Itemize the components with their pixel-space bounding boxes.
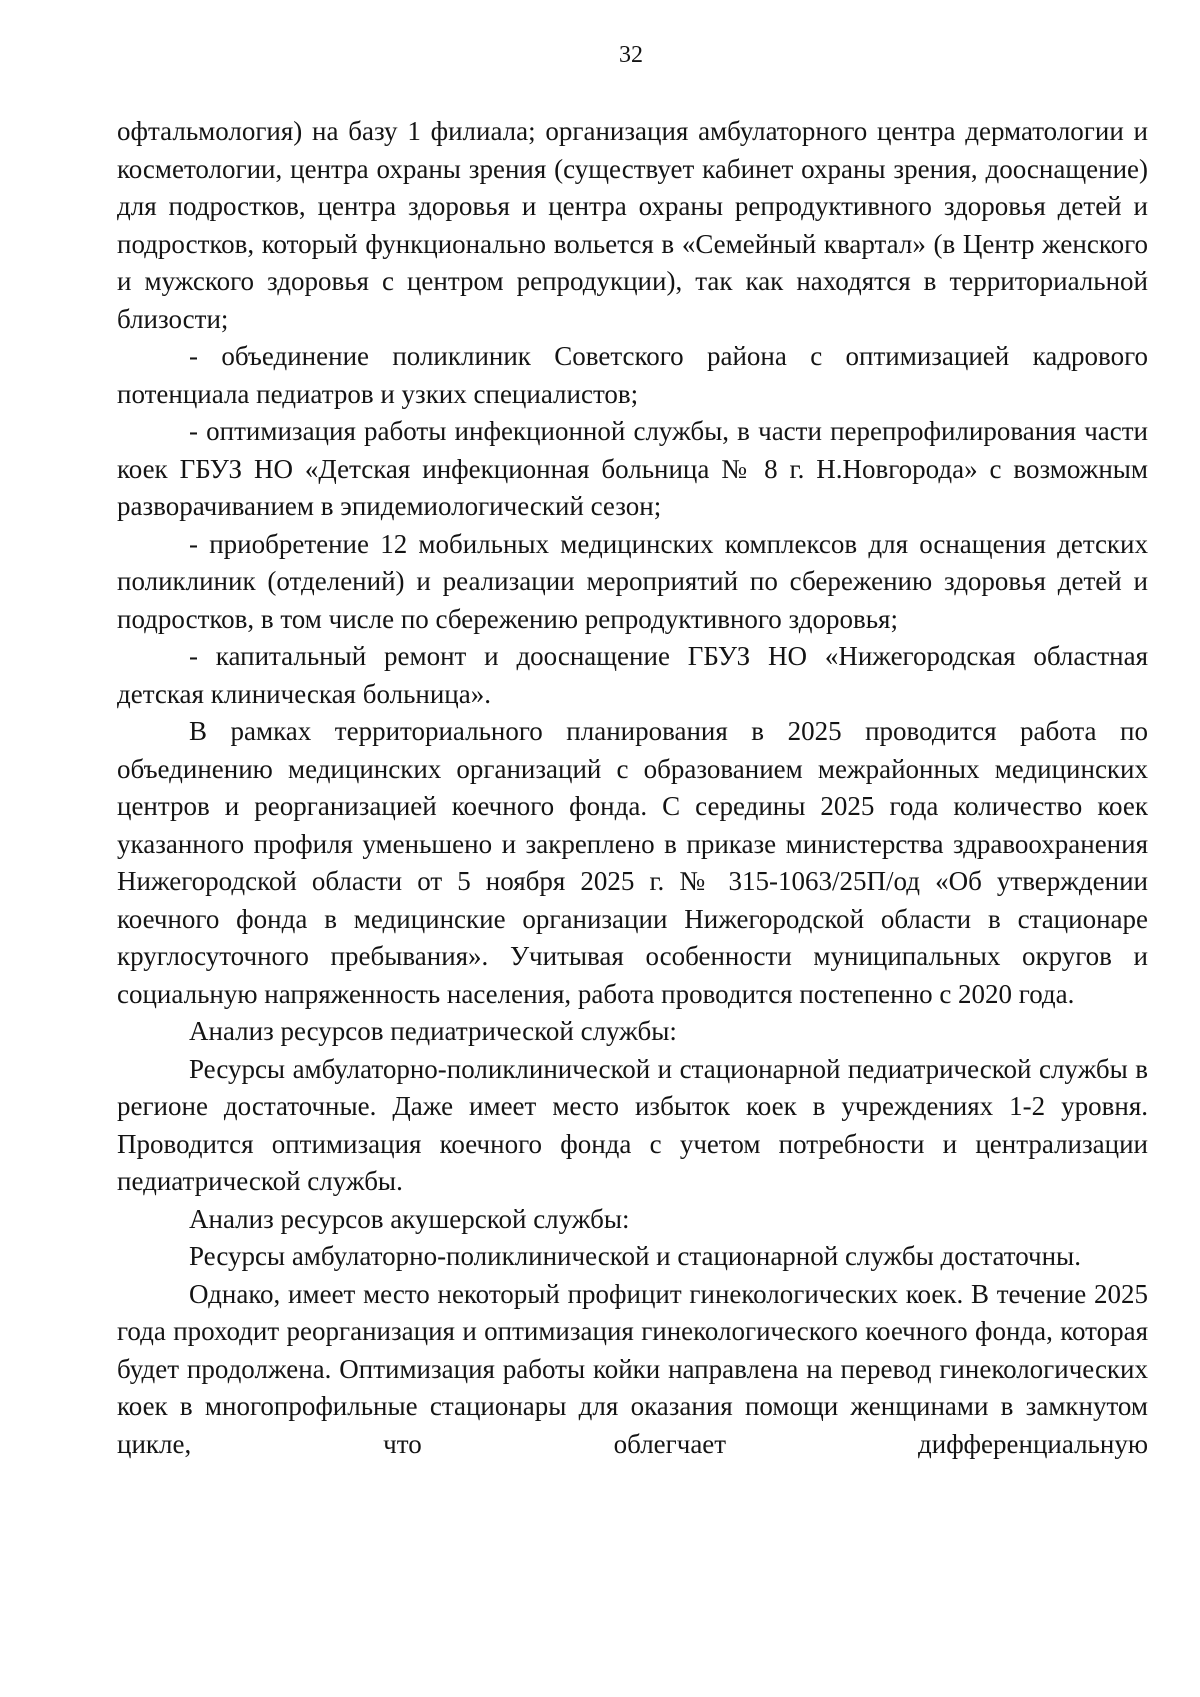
heading-obstetric-analysis: Анализ ресурсов акушерской службы:: [189, 1203, 630, 1234]
paragraph-gynecology-beds: Однако, имеет место некоторый профицит гинекологических коек. В течение 2025 года проходит реорганизация и оптимизация гинекологического коечного фонда, которая будет продолжена. Оптимизация работы койки направлена на перевод гинекологических коек в многопрофильные стационары для оказания помощи женщинами в замкнутом цикле, что облегчает дифференциальную: [117, 1278, 1148, 1459]
paragraph-territorial-planning: В рамках территориального планирования в 2025 проводится работа по объединению медицинских организаций с образованием межрайонных медицинских центров и реорганизацией коечного фонда. С середины 2025 года количество коек указанного профиля уменьшено и закреплено в приказе министерства здравоохранения Нижегородской области от 5 ноября 2025 г. № 315-1063/25П/од «Об утверждении коечного фонда в медицинские организации Нижегородской области в стационаре круглосуточного пребывания». Учитывая особенности муниципальных округов и социальную напряженность населения, работа проводится постепенно с 2020 года.: [117, 716, 1148, 1009]
page-number: 32: [619, 42, 643, 68]
paragraph-continuation: офтальмология) на базу 1 филиала; организация амбулаторного центра дерматологии и косметологии, центра охраны зрения (существует кабинет охраны зрения, дооснащение) для подростков, центра здоровья и центра охраны репродуктивного здоровья детей и подростков, который функционально вольется в «Семейный квартал» (в Центр женского и мужского здоровья с центром репродукции), так как находятся в территориальной близости;: [117, 116, 1148, 334]
list-item-capital-repair: - капитальный ремонт и дооснащение ГБУЗ НО «Нижегородская областная детская клиническая больница».: [117, 641, 1148, 709]
list-item-infection-service: - оптимизация работы инфекционной службы, в части перепрофилирования части коек ГБУЗ НО «Детская инфекционная больница № 8 г. Н.Новгорода» с возможным разворачиванием в эпидемиологический сезон;: [117, 416, 1148, 521]
heading-pediatric-analysis: Анализ ресурсов педиатрической службы:: [189, 1016, 677, 1046]
paragraph-pediatric-resources: Ресурсы амбулаторно-поликлинической и стационарной педиатрической службы в регионе достаточные. Даже имеет место избыток коек в учреждениях 1-2 уровня. Проводится оптимизация коечного фонда с учетом потребности и централизации педиатрической службы.: [117, 1053, 1148, 1196]
list-item-merge-clinics: - объединение поликлиник Советского района с оптимизацией кадрового потенциала педиатров и узких специалистов;: [117, 341, 1148, 409]
document-body: [117, 113, 1148, 1463]
list-item-mobile-complexes: - приобретение 12 мобильных медицинских комплексов для оснащения детских поликлиник (отделений) и реализации мероприятий по сбережению здоровья детей и подростков, в том числе по сбережению репродуктивного здоровья;: [117, 528, 1148, 634]
paragraph-obstetric-resources: Ресурсы амбулаторно-поликлинической и стационарной службы достаточны.: [189, 1241, 1081, 1271]
